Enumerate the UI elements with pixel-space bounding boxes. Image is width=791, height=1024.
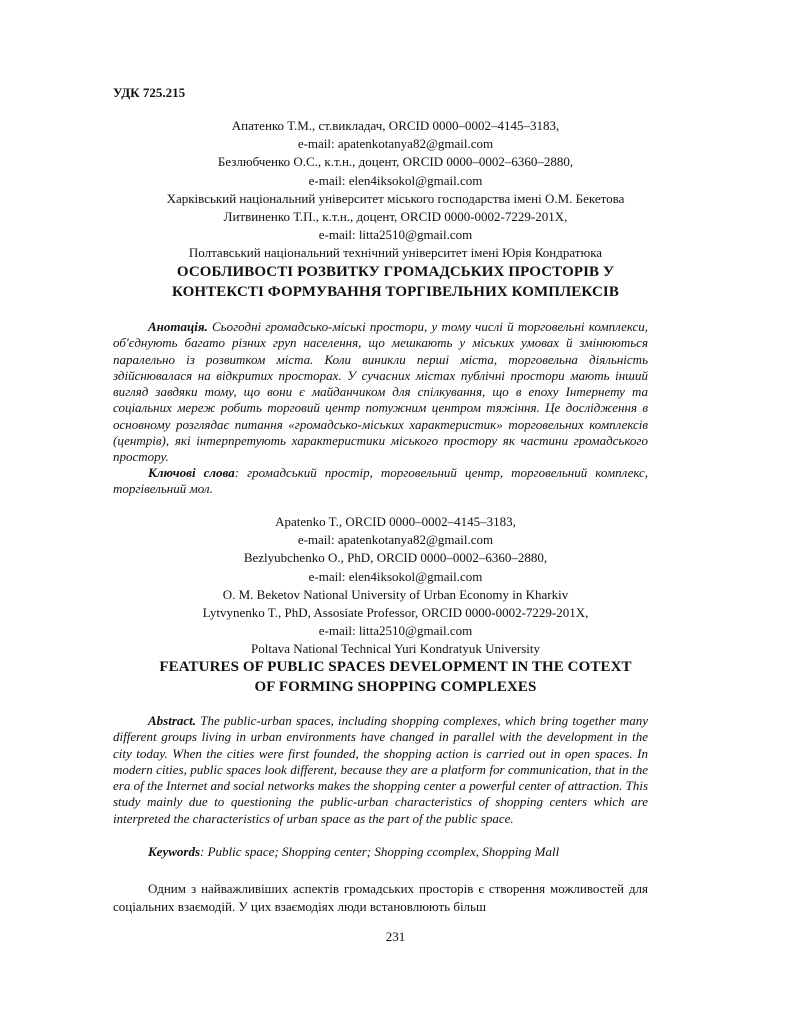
keywords-ua: [113, 465, 648, 498]
authors-block-ua: [0, 117, 791, 263]
author-line: Полтавський національний технічний університет імені Юрія Кондратюка: [188, 245, 603, 261]
abstract-label: Abstract.: [148, 713, 197, 728]
keywords-en: [113, 844, 648, 860]
author-line: Литвиненко Т.П., к.т.н., доцент, ORCID 0000-0002-7229-201Х,: [223, 209, 568, 225]
author-line: Харківський національний університет міського господарства імені О.М. Бекетова: [166, 190, 625, 206]
author-line: Апатенко Т.М., ст.викладач, ORCID 0000–0002–4145–3183,: [231, 118, 560, 133]
author-line: e-mail: litta2510@gmail.com: [318, 227, 473, 243]
abstract-label: Анотація.: [148, 319, 208, 334]
author-line: e-mail: apatenkotanya82@gmail.com: [297, 136, 494, 152]
paper-title-ua: [0, 262, 791, 302]
body-paragraph: Одним з найважливіших аспектів громадських просторів є створення можливостей для соціальних взаємодій. У цих взаємодіях люди встановлюють більш: [113, 881, 648, 914]
keywords-label: Ключові слова: [148, 465, 235, 480]
page-number: 231: [385, 929, 406, 944]
keywords-label: Keywords: [148, 844, 200, 859]
title-line: КОНТЕКСТІ ФОРМУВАННЯ ТОРГІВЕЛЬНИХ КОМПЛЕКСІВ: [172, 284, 619, 300]
abstract-en: [113, 713, 648, 827]
author-line: e-mail: elen4iksokol@gmail.com: [308, 568, 483, 584]
title-line: OF FORMING SHOPPING COMPLEXES: [254, 679, 537, 695]
author-line: Lytvynenko T., PhD, Assosiate Professor, ORCID 0000-0002-7229-201X,: [202, 605, 589, 621]
title-line: FEATURES OF PUBLIC SPACES DEVELOPMENT IN THE COTEXT: [159, 659, 632, 675]
abstract-ua: [113, 319, 648, 466]
author-line: e-mail: litta2510@gmail.com: [318, 623, 473, 639]
abstract-text: Сьогодні громадсько-міські простори, у тому числі й торговельні комплекси, об'єднують багато різних груп населення, що мешкають у міських умовах й змінюються паралельно із розвитком міста. Коли виникли перші міста, торговельна діяльність здійснювалася на відкритих просторах. У сучасних містах публічні простори мають інший вигляд завдяки тому, що вони є майданчиком для спілкування, що в епоху Інтернету та соціальних мереж робить торговий центр потужним центром тяжіння. Це дослідження в основному розглядає питання «громадсько-міських характеристик» торговельних комплексів (центрів), які інтерпретують характеристики міського простору як частини громадського простору.: [113, 319, 648, 465]
title-line: ОСОБЛИВОСТІ РОЗВИТКУ ГРОМАДСЬКИХ ПРОСТОРІВ У: [176, 264, 615, 280]
author-line: O. M. Beketov National University of Urban Economy in Kharkiv: [222, 586, 569, 602]
keywords-text: : Public space; Shopping center; Shopping ccomplex, Shopping Mall: [200, 844, 560, 859]
udk-code: УДК 725.215: [113, 85, 186, 100]
keywords-text: : громадський простір, торговельний центр, торговельний комплекс, торгівельний мол.: [113, 465, 648, 497]
author-line: Безлюбченко О.С., к.т.н., доцент, ORCID 0000–0002–6360–2880,: [217, 154, 574, 170]
author-line: Bezlyubchenko O., PhD, ORCID 0000–0002–6360–2880,: [243, 550, 548, 566]
paper-title-en: [0, 657, 791, 697]
author-line: Poltava National Technical Yuri Kondratyuk University: [251, 641, 540, 657]
author-line: Apatenko T., ORCID 0000–0002–4145–3183,: [275, 514, 516, 529]
author-line: e-mail: elen4iksokol@gmail.com: [308, 172, 483, 188]
authors-block-en: [0, 513, 791, 659]
author-line: e-mail: apatenkotanya82@gmail.com: [297, 532, 494, 548]
abstract-text: The public-urban spaces, including shopping complexes, which bring together many different groups living in urban environments have changed in parallel with the development in the city today. When the cities were first founded, the shopping action is carried out in open spaces. In modern cities, public spaces look different, because they are a platform for communication, that in the era of the Internet and social networks makes the shopping center a powerful center of attraction. This study mainly due to questioning the public-urban characteristics of shopping centers which are interpreted the characteristics of urban space as the part of the public space.: [113, 713, 648, 826]
